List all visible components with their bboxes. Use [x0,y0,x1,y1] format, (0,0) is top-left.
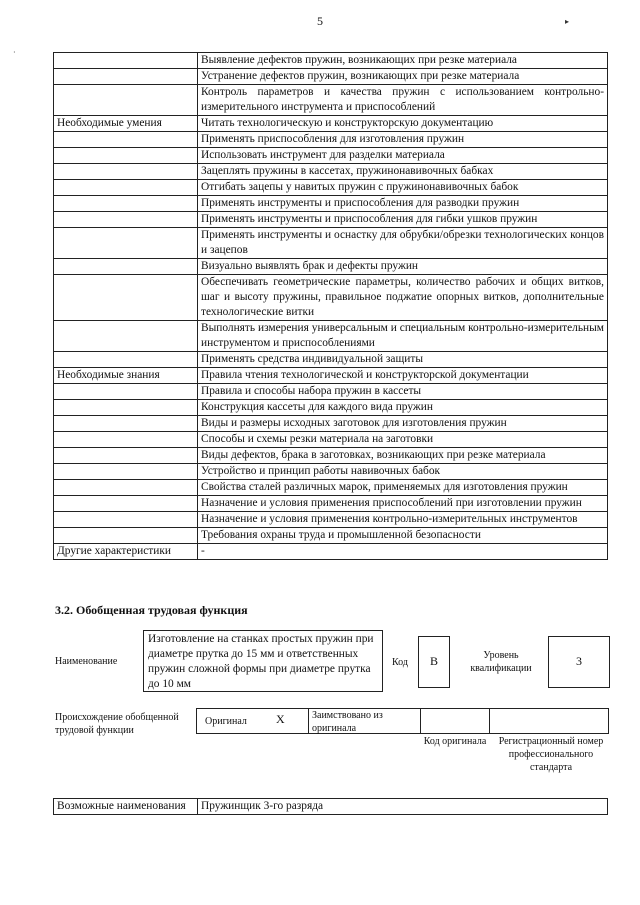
table-row [54,528,608,544]
table-row [54,368,608,384]
row-text: Обеспечивать геометрические параметры, количество рабочих и общих витков, шаг и высоту пружины, правильное поджатие опорных витков, дополнительные технологические витки [198,275,608,321]
row-text: Визуально выявлять брак и дефекты пружин [198,259,608,275]
row-label [54,512,198,528]
row-label [54,528,198,544]
scan-mark: · [13,48,16,57]
row-label [54,132,198,148]
name-value: Изготовление на станках простых пружин при диаметре прутка до 15 мм и ответственных пружин сложной формы при диаметре прутка до 10 мм [148,633,374,690]
row-label [54,228,198,259]
row-text: Применять инструменты и оснастку для обрубки/обрезки технологических концов и зацепов [198,228,608,259]
table-row [54,352,608,368]
row-text: Выполнять измерения универсальным и специальным контрольно-измерительным инструментом и приспособлениями [198,321,608,352]
row-label [54,148,198,164]
row-label [54,432,198,448]
table-row [54,196,608,212]
row-text: Конструкция кассеты для каждого вида пружин [198,400,608,416]
table-row [54,464,608,480]
table-row [54,321,608,352]
level-value-box [548,636,610,688]
row-text: Применять приспособления для изготовления пружин [198,132,608,148]
row-text: Применять средства индивидуальной защиты [198,352,608,368]
table-row [54,400,608,416]
table-row [54,164,608,180]
table-row [54,480,608,496]
row-label [54,196,198,212]
table-row [54,432,608,448]
table-row [54,212,608,228]
table-row [54,148,608,164]
table-row [54,85,608,116]
row-label [54,212,198,228]
table-row [54,496,608,512]
borrowed-label: Заимствовано из оригинала [312,710,383,734]
row-label [54,480,198,496]
level-value: 3 [576,654,582,668]
row-text: Правила и способы набора пружин в кассеты [198,384,608,400]
table-row [54,448,608,464]
table-row [54,53,608,69]
scan-mark: ▸ [565,17,570,26]
row-label [54,259,198,275]
row-text: Использовать инструмент для разделки материала [198,148,608,164]
row-text: Контроль параметров и качества пружин с использованием контрольно-измерительного инструмента и приспособлений [198,85,608,116]
row-text: Способы и схемы резки материала на заготовки [198,432,608,448]
code-value-box [418,636,450,688]
row-text: Зацеплять пружины в кассетах, пружинонавивочных бабках [198,164,608,180]
row-text: Применять инструменты и приспособления для разводки пружин [198,196,608,212]
row-text: Устройство и принцип работы навивочных бабок [198,464,608,480]
page-number: 5 [317,14,323,28]
table-row [54,116,608,132]
row-label [54,321,198,352]
table-row [54,259,608,275]
row-text: Выявление дефектов пружин, возникающих при резке материала [198,53,608,69]
table-row [54,512,608,528]
row-label [54,53,198,69]
code-value: В [429,654,438,668]
row-label [54,180,198,196]
row-label [54,464,198,480]
row-text: Применять инструменты и приспособления для гибки ушков пружин [198,212,608,228]
row-label [54,85,198,116]
row-label: Необходимые умения [54,116,198,132]
table-row [54,384,608,400]
table-row [54,132,608,148]
skills-table [53,52,608,560]
row-text: Устранение дефектов пружин, возникающих при резке материала [198,69,608,85]
code-label: Код [392,657,408,668]
table-row [54,228,608,259]
name-value-box [143,630,383,692]
origin-label: Происхождение обобщенной трудовой функции [55,712,179,736]
row-label [54,416,198,432]
row-text: Требования охраны труда и промышленной безопасности [198,528,608,544]
row-label [54,400,198,416]
row-label [54,496,198,512]
row-text: Виды дефектов, брака в заготовках, возникающих при резке материала [198,448,608,464]
row-label: Другие характеристики [54,544,198,560]
level-label: Уровень квалификации [470,650,532,674]
original-mark: X [276,712,285,726]
row-text: Виды и размеры исходных заготовок для изготовления пружин [198,416,608,432]
row-text: Назначение и условия применения приспособлений при изготовлении пружин [198,496,608,512]
table-row [54,416,608,432]
possible-names-value: Пружинщик 3-го разряда [198,799,608,815]
row-text: Читать технологическую и конструкторскую документацию [198,116,608,132]
table-row [54,180,608,196]
original-cell [196,708,309,734]
possible-names-table [53,798,608,815]
row-label: Необходимые знания [54,368,198,384]
row-label [54,448,198,464]
code-original-label: Код оригинала [423,736,487,747]
row-text: Правила чтения технологической и конструкторской документации [198,368,608,384]
reg-number-cell [489,708,609,734]
reg-number-label: Регистрационный номер профессионального стандарта [498,736,604,773]
row-label [54,275,198,321]
original-label: Оригинал [205,716,247,727]
row-text: - [198,544,608,560]
code-original-cell [420,708,490,734]
row-label [54,352,198,368]
table-row [54,69,608,85]
table-row [54,544,608,560]
row-label [54,384,198,400]
borrowed-cell [308,708,421,734]
section-title: 3.2. Обобщенная трудовая функция [55,603,248,617]
row-text: Отгибать зацепы у навитых пружин с пружинонавивочных бабок [198,180,608,196]
row-label [54,164,198,180]
row-label [54,69,198,85]
name-label: Наименование [55,656,118,667]
row-text: Свойства сталей различных марок, применяемых для изготовления пружин [198,480,608,496]
possible-names-label: Возможные наименования [54,799,198,815]
row-text: Назначение и условия применения контрольно-измерительных инструментов [198,512,608,528]
table-row [54,275,608,321]
